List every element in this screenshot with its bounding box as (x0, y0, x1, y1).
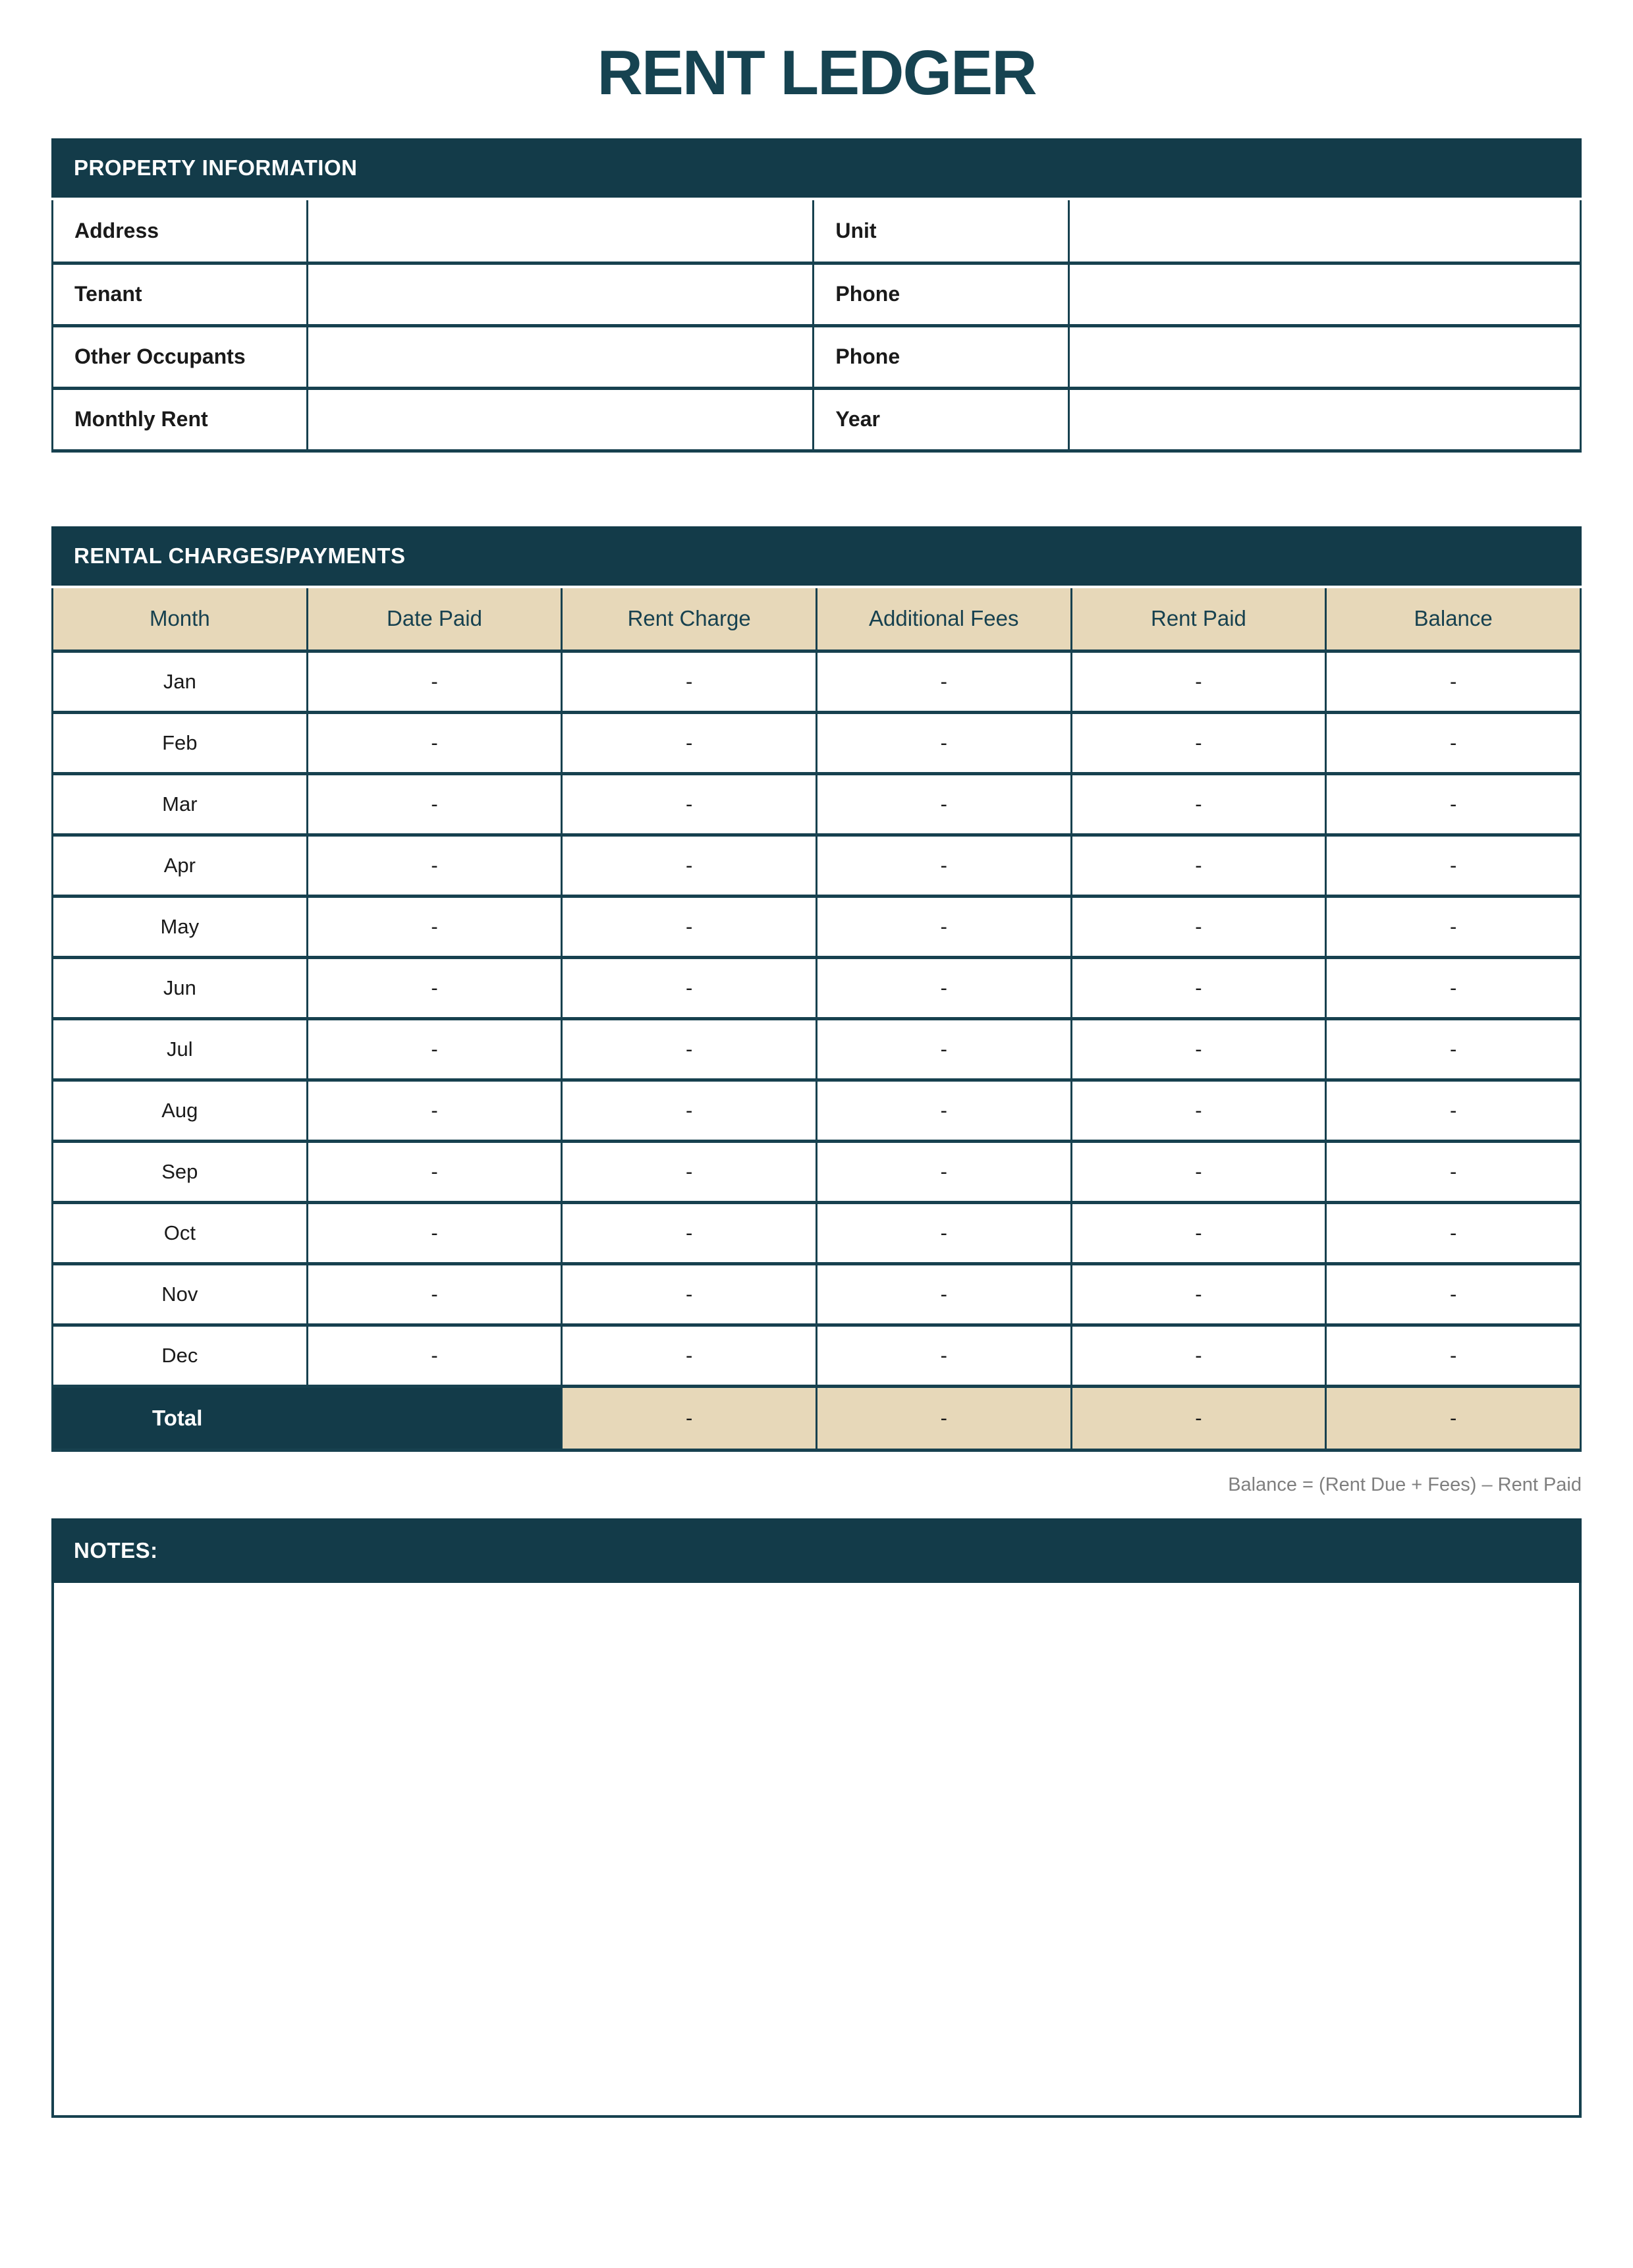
month-label: Mar (53, 774, 308, 835)
month-label: May (53, 897, 308, 958)
month-label: Oct (53, 1203, 308, 1264)
balance-cell[interactable]: - (1326, 835, 1581, 897)
month-label: Apr (53, 835, 308, 897)
rent-paid-cell[interactable]: - (1071, 1080, 1326, 1142)
ledger-row-jan (53, 651, 1581, 713)
notes-section-header: NOTES: (51, 1518, 1582, 1583)
property-information-section (51, 138, 1582, 453)
unit-label: Unit (814, 200, 1068, 263)
additional-fees-cell[interactable]: - (816, 1325, 1071, 1387)
balance-cell[interactable]: - (1326, 1325, 1581, 1387)
month-label: Nov (53, 1264, 308, 1325)
notes-section (51, 1518, 1582, 2118)
balance-cell[interactable]: - (1326, 1019, 1581, 1080)
year-field[interactable] (1068, 388, 1580, 451)
date-paid-cell[interactable]: - (307, 1080, 562, 1142)
month-label: Aug (53, 1080, 308, 1142)
ledger-header-row (53, 588, 1581, 651)
ledger-row-mar (53, 774, 1581, 835)
balance-formula-note: Balance = (Rent Due + Fees) – Rent Paid (1228, 1474, 1582, 1495)
total-additional-fees-cell: - (816, 1387, 1071, 1451)
balance-cell[interactable]: - (1326, 774, 1581, 835)
balance-cell[interactable]: - (1326, 958, 1581, 1019)
date-paid-cell[interactable]: - (307, 713, 562, 774)
rental-ledger-table (51, 588, 1582, 1452)
additional-fees-cell[interactable]: - (816, 1142, 1071, 1203)
rental-charges-section (51, 526, 1582, 1452)
rent-charge-cell[interactable]: - (562, 1080, 817, 1142)
balance-cell[interactable]: - (1326, 1142, 1581, 1203)
additional-fees-cell[interactable]: - (816, 774, 1071, 835)
rent-paid-cell[interactable]: - (1071, 713, 1326, 774)
monthly-rent-label: Monthly Rent (53, 388, 308, 451)
ledger-row-sep (53, 1142, 1581, 1203)
property-table (51, 200, 1582, 453)
notes-text-area[interactable] (51, 1583, 1582, 2118)
property-row-tenant-phone (53, 263, 1581, 325)
tenant-phone-field[interactable] (1068, 263, 1580, 325)
ledger-row-may (53, 897, 1581, 958)
date-paid-cell[interactable]: - (307, 1203, 562, 1264)
rent-charge-cell[interactable]: - (562, 651, 817, 713)
balance-cell[interactable]: - (1326, 1264, 1581, 1325)
date-paid-cell[interactable]: - (307, 1142, 562, 1203)
rent-charge-cell[interactable]: - (562, 897, 817, 958)
property-row-rent-year (53, 388, 1581, 451)
ledger-row-nov (53, 1264, 1581, 1325)
month-label: Jan (53, 651, 308, 713)
additional-fees-cell[interactable]: - (816, 1080, 1071, 1142)
balance-cell[interactable]: - (1326, 1080, 1581, 1142)
rent-paid-cell[interactable]: - (1071, 1264, 1326, 1325)
rent-paid-cell[interactable]: - (1071, 1142, 1326, 1203)
ledger-total-row (53, 1387, 1581, 1451)
unit-field[interactable] (1068, 200, 1580, 263)
date-paid-cell[interactable]: - (307, 897, 562, 958)
rental-section-header: RENTAL CHARGES/PAYMENTS (51, 526, 1582, 586)
property-row-occupants-phone (53, 325, 1581, 388)
rent-charge-cell[interactable]: - (562, 713, 817, 774)
additional-fees-cell[interactable]: - (816, 713, 1071, 774)
other-occupants-label: Other Occupants (53, 325, 308, 388)
total-rent-paid-cell: - (1071, 1387, 1326, 1451)
column-header-rent-charge: Rent Charge (562, 588, 817, 651)
date-paid-cell[interactable]: - (307, 651, 562, 713)
rent-charge-cell[interactable]: - (562, 1019, 817, 1080)
date-paid-cell[interactable]: - (307, 1264, 562, 1325)
tenant-phone-label: Phone (814, 263, 1068, 325)
address-field[interactable] (308, 200, 814, 263)
rent-paid-cell[interactable]: - (1071, 651, 1326, 713)
rent-paid-cell[interactable]: - (1071, 774, 1326, 835)
additional-fees-cell[interactable]: - (816, 835, 1071, 897)
balance-cell[interactable]: - (1326, 713, 1581, 774)
additional-fees-cell[interactable]: - (816, 897, 1071, 958)
month-label: Jul (53, 1019, 308, 1080)
month-label: Dec (53, 1325, 308, 1387)
rent-paid-cell[interactable]: - (1071, 1203, 1326, 1264)
tenant-label: Tenant (53, 263, 308, 325)
ledger-row-oct (53, 1203, 1581, 1264)
column-header-additional-fees: Additional Fees (816, 588, 1071, 651)
address-label: Address (53, 200, 308, 263)
rent-charge-cell[interactable]: - (562, 1203, 817, 1264)
column-header-rent-paid: Rent Paid (1071, 588, 1326, 651)
balance-cell[interactable]: - (1326, 651, 1581, 713)
additional-fees-cell[interactable]: - (816, 958, 1071, 1019)
additional-fees-cell[interactable]: - (816, 1203, 1071, 1264)
month-label: Feb (53, 713, 308, 774)
month-label: Jun (53, 958, 308, 1019)
rent-charge-cell[interactable]: - (562, 774, 817, 835)
ledger-row-jul (53, 1019, 1581, 1080)
date-paid-cell[interactable]: - (307, 1325, 562, 1387)
rent-paid-cell[interactable]: - (1071, 958, 1326, 1019)
occupants-phone-field[interactable] (1068, 325, 1580, 388)
ledger-row-feb (53, 713, 1581, 774)
rent-paid-cell[interactable]: - (1071, 835, 1326, 897)
monthly-rent-field[interactable] (308, 388, 814, 451)
ledger-row-apr (53, 835, 1581, 897)
occupants-phone-label: Phone (814, 325, 1068, 388)
total-rent-charge-cell: - (562, 1387, 817, 1451)
additional-fees-cell[interactable]: - (816, 1264, 1071, 1325)
balance-cell[interactable]: - (1326, 897, 1581, 958)
rent-charge-cell[interactable]: - (562, 1264, 817, 1325)
ledger-row-aug (53, 1080, 1581, 1142)
tenant-field[interactable] (308, 263, 814, 325)
column-header-balance: Balance (1326, 588, 1581, 651)
rent-charge-cell[interactable]: - (562, 835, 817, 897)
additional-fees-cell[interactable]: - (816, 1019, 1071, 1080)
other-occupants-field[interactable] (308, 325, 814, 388)
rent-charge-cell[interactable]: - (562, 1325, 817, 1387)
ledger-row-jun (53, 958, 1581, 1019)
date-paid-cell[interactable]: - (307, 835, 562, 897)
property-row-address-unit (53, 200, 1581, 263)
total-label: Total (53, 1387, 562, 1451)
column-header-month: Month (53, 588, 308, 651)
page-title: RENT LEDGER (597, 38, 1036, 108)
column-header-date-paid: Date Paid (307, 588, 562, 651)
date-paid-cell[interactable]: - (307, 1019, 562, 1080)
rent-charge-cell[interactable]: - (562, 1142, 817, 1203)
date-paid-cell[interactable]: - (307, 774, 562, 835)
property-section-header: PROPERTY INFORMATION (51, 138, 1582, 198)
rent-charge-cell[interactable]: - (562, 958, 817, 1019)
month-label: Sep (53, 1142, 308, 1203)
year-label: Year (814, 388, 1068, 451)
balance-cell[interactable]: - (1326, 1203, 1581, 1264)
additional-fees-cell[interactable]: - (816, 651, 1071, 713)
ledger-row-dec (53, 1325, 1581, 1387)
rent-paid-cell[interactable]: - (1071, 1325, 1326, 1387)
total-balance-cell: - (1326, 1387, 1581, 1451)
rent-paid-cell[interactable]: - (1071, 1019, 1326, 1080)
rent-paid-cell[interactable]: - (1071, 897, 1326, 958)
date-paid-cell[interactable]: - (307, 958, 562, 1019)
